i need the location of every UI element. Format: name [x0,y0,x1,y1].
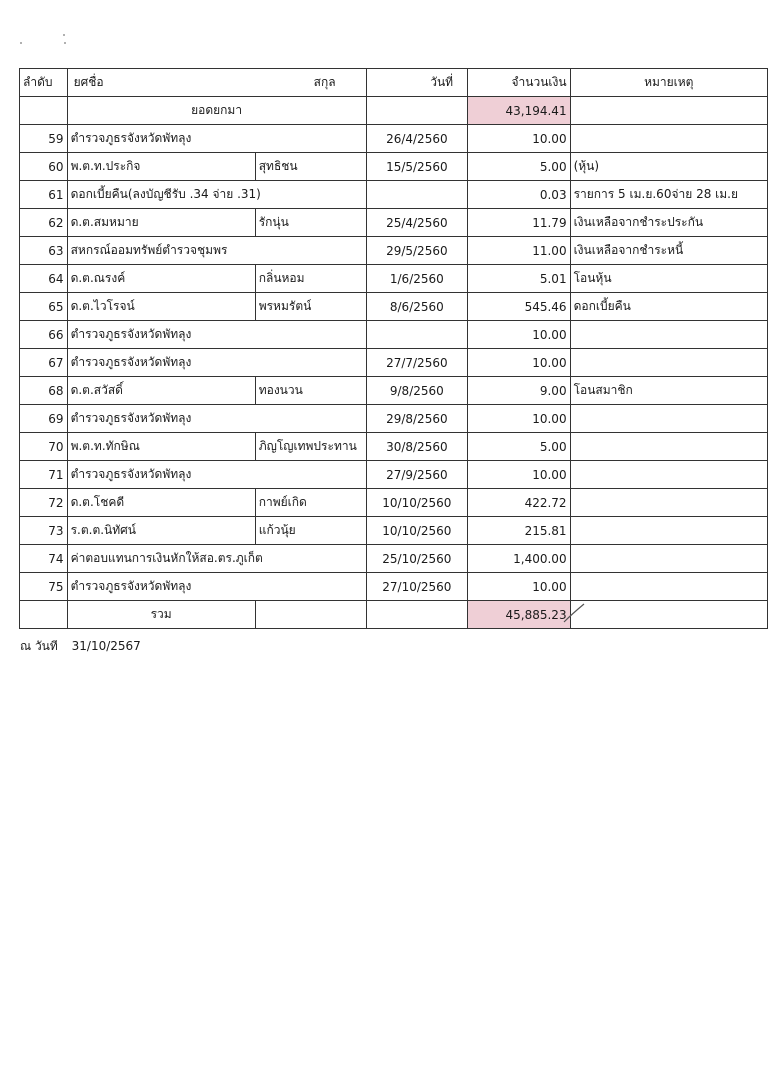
row-no: 71 [20,461,68,489]
table-row [20,573,768,601]
carry-forward-date [366,97,467,125]
row-date: 8/6/2560 [366,293,467,321]
row-no: 64 [20,265,68,293]
row-amount: 10.00 [468,573,571,601]
header-row [20,69,768,97]
table-row [20,265,768,293]
row-name: พ.ต.ท.ประกิจ [67,153,255,181]
row-surname: รักนุ่น [255,209,366,237]
row-no: 62 [20,209,68,237]
carry-forward-label: ยอดยกมา [67,97,366,125]
scan-speck [64,42,66,44]
row-surname: พรหมรัตน์ [255,293,366,321]
row-amount: 10.00 [468,349,571,377]
row-no: 69 [20,405,68,433]
carry-forward-remark [570,97,767,125]
row-no: 66 [20,321,68,349]
row-amount: 10.00 [468,125,571,153]
row-date: 27/9/2560 [366,461,467,489]
row-date: 26/4/2560 [366,125,467,153]
row-date: 27/7/2560 [366,349,467,377]
row-amount: 5.00 [468,153,571,181]
row-amount: 10.00 [468,405,571,433]
row-date: 10/10/2560 [366,489,467,517]
total-no [20,601,68,629]
row-amount: 1,400.00 [468,545,571,573]
ledger-body [20,97,768,601]
row-name: ด.ต.สมหมาย [67,209,255,237]
row-amount: 10.00 [468,461,571,489]
total-date [366,601,467,629]
table-row [20,209,768,237]
row-date: 25/10/2560 [366,545,467,573]
row-amount: 0.03 [468,181,571,209]
row-surname: ทองนวน [255,377,366,405]
row-no: 65 [20,293,68,321]
row-name: ด.ต.สวัสดิ์ [67,377,255,405]
row-amount: 9.00 [468,377,571,405]
row-no: 59 [20,125,68,153]
row-name: ตำรวจภูธรจังหวัดพัทลุง [67,573,366,601]
header-amount: จำนวนเงิน [468,69,571,97]
row-remark [570,321,767,349]
table-row [20,461,768,489]
total-amount: 45,885.23 [468,601,571,629]
row-surname: กาพย์เกิด [255,489,366,517]
row-no: 70 [20,433,68,461]
header-no: ลำดับ [20,69,68,97]
row-surname: กลิ่นหอม [255,265,366,293]
row-no: 72 [20,489,68,517]
total-remark [570,601,767,629]
scan-speck [63,34,65,36]
row-surname: สุทธิชน [255,153,366,181]
table-row [20,545,768,573]
table-row [20,181,768,209]
row-amount: 11.00 [468,237,571,265]
row-date: 29/5/2560 [366,237,467,265]
row-remark [570,461,767,489]
row-name: ตำรวจภูธรจังหวัดพัทลุง [67,321,366,349]
row-remark [570,349,767,377]
carry-forward-row [20,97,768,125]
row-remark: เงินเหลือจากชำระประกัน [570,209,767,237]
table-row [20,433,768,461]
table-row [20,321,768,349]
row-date: 9/8/2560 [366,377,467,405]
row-amount: 422.72 [468,489,571,517]
total-surname [255,601,366,629]
row-name: ตำรวจภูธรจังหวัดพัทลุง [67,461,366,489]
row-date [366,321,467,349]
row-date: 10/10/2560 [366,517,467,545]
row-amount: 545.46 [468,293,571,321]
row-no: 67 [20,349,68,377]
row-no: 63 [20,237,68,265]
row-date: 1/6/2560 [366,265,467,293]
row-date [366,181,467,209]
row-remark [570,517,767,545]
row-name: สหกรณ์ออมทรัพย์ตำรวจชุมพร [67,237,366,265]
table-row [20,237,768,265]
row-no: 68 [20,377,68,405]
table-row [20,153,768,181]
scan-speck [20,42,22,44]
row-amount: 5.01 [468,265,571,293]
ledger-table [19,68,768,629]
row-no: 74 [20,545,68,573]
header-surname: สกุล [313,75,336,89]
row-remark [570,489,767,517]
header-date: วันที่ [366,69,467,97]
row-remark: โอนหุ้น [570,265,767,293]
row-surname: แก้วนุ้ย [255,517,366,545]
row-name: ด.ต.ณรงค์ [67,265,255,293]
row-surname: ภิญโญเทพประทาน [255,433,366,461]
row-amount: 215.81 [468,517,571,545]
row-name: ด.ต.ไวโรจน์ [67,293,255,321]
row-name: ตำรวจภูธรจังหวัดพัทลุง [67,125,366,153]
table-row [20,293,768,321]
row-name: ด.ต.โชคดี [67,489,255,517]
row-date: 29/8/2560 [366,405,467,433]
table-row [20,489,768,517]
row-name: ดอกเบี้ยคืน(ลงบัญชีรับ .34 จ่าย .31) [67,181,366,209]
total-row [20,601,768,629]
row-remark [570,573,767,601]
table-row [20,125,768,153]
row-name: ค่าตอบแทนการเงินหักให้สอ.ตร.ภูเก็ต [67,545,366,573]
row-remark [570,125,767,153]
carry-forward-no [20,97,68,125]
row-name: ตำรวจภูธรจังหวัดพัทลุง [67,405,366,433]
row-no: 75 [20,573,68,601]
row-name: ตำรวจภูธรจังหวัดพัทลุง [67,349,366,377]
row-no: 61 [20,181,68,209]
footer-date-line [20,637,151,656]
row-date: 27/10/2560 [366,573,467,601]
header-name [67,69,366,97]
row-date: 25/4/2560 [366,209,467,237]
row-remark [570,433,767,461]
row-remark [570,405,767,433]
row-amount: 11.79 [468,209,571,237]
pen-stroke-mark [562,602,586,624]
footer-date-prefix: ณ วันที [20,639,58,653]
header-remark: หมายเหตุ [570,69,767,97]
footer-date-value: 31/10/2567 [71,639,141,653]
row-remark: เงินเหลือจากชำระหนี้ [570,237,767,265]
row-remark: ดอกเบี้ยคืน [570,293,767,321]
row-no: 73 [20,517,68,545]
row-amount: 10.00 [468,321,571,349]
total-label: รวม [67,601,255,629]
row-remark: รายการ 5 เม.ย.60จ่าย 28 เม.ย [570,181,767,209]
row-remark [570,545,767,573]
table-row [20,405,768,433]
row-date: 30/8/2560 [366,433,467,461]
header-rank-name: ยศชื่อ [73,75,104,89]
row-no: 60 [20,153,68,181]
row-date: 15/5/2560 [366,153,467,181]
table-row [20,349,768,377]
carry-forward-amount: 43,194.41 [468,97,571,125]
table-row [20,517,768,545]
row-name: ร.ต.ต.นิทัศน์ [67,517,255,545]
row-amount: 5.00 [468,433,571,461]
table-row [20,377,768,405]
row-remark: (หุ้น) [570,153,767,181]
row-remark: โอนสมาชิก [570,377,767,405]
row-name: พ.ต.ท.ทักษิณ [67,433,255,461]
